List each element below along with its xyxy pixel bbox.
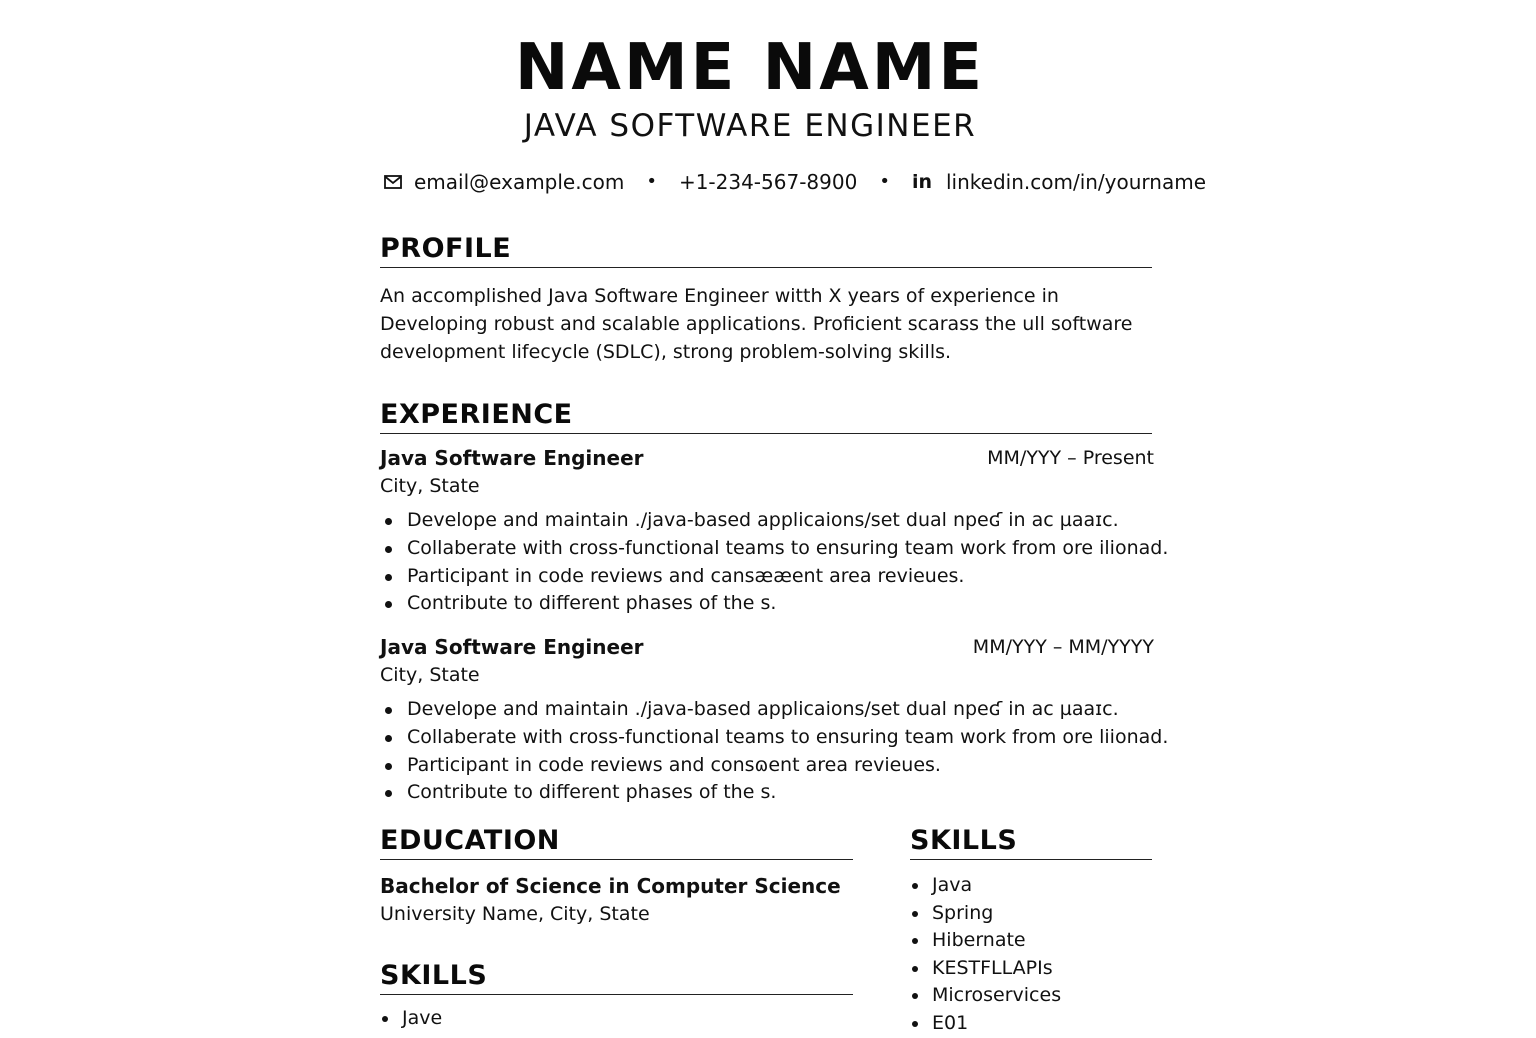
list-item: Spring [910,900,1061,928]
profile-text: An accomplished Java Software Engineer witth X years of experience in Developing robust and scalable applications. Proficient scarass the ull software development lifecycle (SDLC), strong problem-solving skills. [380,285,1133,363]
list-item: KESTFLLAPIs [910,955,1061,983]
list-item: Microservices [910,982,1061,1010]
list-item: Participant in code reviews and consɷent area revieues. [380,752,1180,780]
list-item: Develope and maintain ./java-based applicaions/set dual npeʛ in ac µaaɪc. [380,507,1180,535]
skills-right-list [910,872,1061,1038]
skills-right-divider [910,859,1152,860]
experience-divider [380,433,1152,434]
experience-heading: EXPERIENCE [380,399,573,430]
contact-separator: • [879,171,890,192]
list-item: Hibernate [910,927,1061,955]
job-1-title: Java Software Engineer [380,446,644,470]
list-item: Contribute to different phases of the s. [380,779,1180,807]
education-divider [380,859,853,860]
contact-line [384,168,1206,196]
mail-icon [384,175,402,189]
education-degree: Bachelor of Science in Computer Science [380,874,841,898]
job-1-location: City, State [380,475,480,497]
list-item: Collaberate with cross-functional teams to ensuring team work from ore liionad. [380,724,1180,752]
profile-divider [380,267,1152,268]
job-title-heading: JAVA SOFTWARE ENGINEER [523,108,977,144]
job-1-dates: MM/YYY – Present [987,447,1154,469]
job-2-dates: MM/YYY – MM/YYYY [972,636,1154,658]
profile-heading: PROFILE [380,233,512,264]
skills-right-heading: SKILLS [910,825,1018,856]
education-school: University Name, City, State [380,903,650,925]
job-1-bullets [380,507,1180,618]
job-2-location: City, State [380,664,480,686]
list-item: Contribute to different phases of the s. [380,590,1180,618]
list-item: Java [910,872,1061,900]
list-item: Jave [380,1005,442,1033]
candidate-name: NAME NAME [514,31,986,105]
list-item: Develope and maintain ./java-based applicaions/set dual npeʛ in ac µaaɪc. [380,696,1180,724]
list-item: Participant in code reviews and cansææent area revieues. [380,563,1180,591]
contact-separator: • [646,171,657,192]
skills-left-heading: SKILLS [380,960,488,991]
list-item: E01 [910,1010,1061,1038]
linkedin-link[interactable]: linkedin.com/in/yourname [946,170,1207,194]
email-link[interactable]: email@example.com [414,170,625,194]
job-2-bullets [380,696,1180,807]
job-2-title: Java Software Engineer [380,635,644,659]
list-item: Collaberate with cross-functional teams to ensuring team work from ore ilionad. [380,535,1180,563]
linkedin-icon: in [911,171,932,193]
skills-left-list [380,1005,442,1033]
phone-number: +1-234-567-8900 [678,170,858,194]
skills-left-divider [380,994,853,995]
education-heading: EDUCATION [380,825,560,856]
